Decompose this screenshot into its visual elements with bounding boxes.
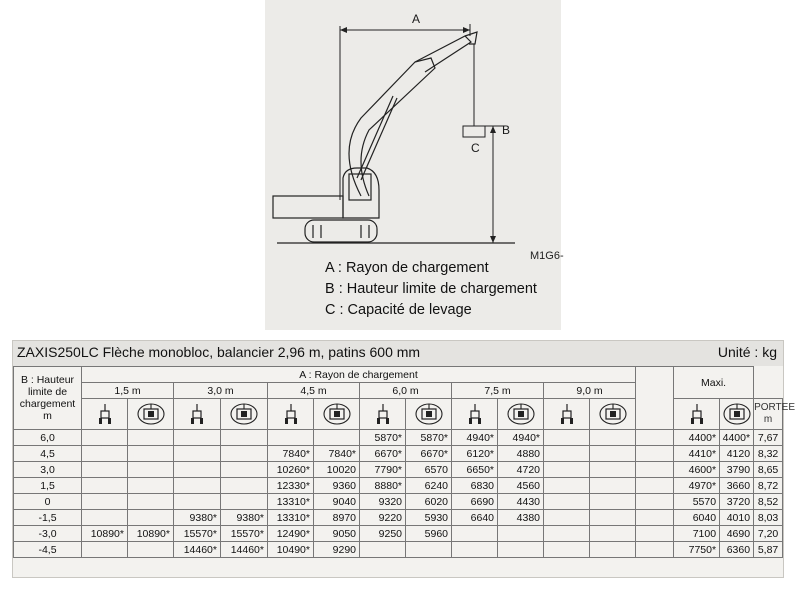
maxi-capacity-cell: 6360 xyxy=(720,542,754,558)
porte-cell: 8,03 xyxy=(754,510,783,526)
capacity-cell: 4880 xyxy=(498,446,544,462)
excavator-diagram xyxy=(265,0,564,330)
table-row xyxy=(14,526,783,542)
capacity-cell: 5870* xyxy=(360,430,406,446)
capacity-cell: 15570* xyxy=(174,526,221,542)
radius-col-header: 7,5 m xyxy=(452,383,544,399)
maxi-gap-cell xyxy=(636,510,674,526)
table-row xyxy=(14,542,783,558)
maxi-capacity-cell: 3790 xyxy=(720,462,754,478)
radius-col-header: 9,0 m xyxy=(544,383,636,399)
capacity-cell xyxy=(128,462,174,478)
capacity-cell: 6020 xyxy=(406,494,452,510)
diagram-legend xyxy=(325,258,537,321)
front-over-icon xyxy=(268,399,314,430)
capacity-cell: 4430 xyxy=(498,494,544,510)
capacity-cell xyxy=(82,494,128,510)
capacity-cell: 6830 xyxy=(452,478,498,494)
capacity-cell: 10890* xyxy=(128,526,174,542)
capacity-cell: 8880* xyxy=(360,478,406,494)
capacity-cell xyxy=(544,446,590,462)
capacity-cell xyxy=(82,542,128,558)
figure-code: M1G6- xyxy=(530,250,564,262)
height-cell: -4,5 xyxy=(14,542,82,558)
capacity-cell xyxy=(590,526,636,542)
capacity-cell xyxy=(314,430,360,446)
maxi-capacity-cell: 4600* xyxy=(674,462,720,478)
maxi-header: Maxi. xyxy=(674,367,754,399)
capacity-cell xyxy=(221,430,268,446)
front-over-icon xyxy=(174,399,221,430)
front-over-icon xyxy=(544,399,590,430)
page-margin xyxy=(0,0,265,330)
capacity-cell xyxy=(82,462,128,478)
capacity-cell: 5870* xyxy=(406,430,452,446)
capacity-cell: 6670* xyxy=(406,446,452,462)
height-cell: -3,0 xyxy=(14,526,82,542)
capacity-cell xyxy=(452,526,498,542)
capacity-cell: 9050 xyxy=(314,526,360,542)
capacity-cell: 4720 xyxy=(498,462,544,478)
front-over-icon xyxy=(360,399,406,430)
radius-col-header: 3,0 m xyxy=(174,383,268,399)
capacity-cell: 9040 xyxy=(314,494,360,510)
table-row xyxy=(14,494,783,510)
capacity-cell xyxy=(128,494,174,510)
maxi-capacity-cell: 4400* xyxy=(720,430,754,446)
over-side-360-icon xyxy=(314,399,360,430)
lifting-capacity-table xyxy=(13,366,795,558)
capacity-cell xyxy=(221,478,268,494)
radius-col-header: 6,0 m xyxy=(360,383,452,399)
over-side-360-icon xyxy=(590,399,636,430)
legend-item: C : Capacité de levage xyxy=(325,302,472,318)
height-cell: 6,0 xyxy=(14,430,82,446)
capacity-cell: 9290 xyxy=(314,542,360,558)
maxi-gap xyxy=(636,367,674,399)
label-c: C xyxy=(471,141,480,155)
over-side-360-icon xyxy=(498,399,544,430)
height-cell: 4,5 xyxy=(14,446,82,462)
capacity-cell xyxy=(544,494,590,510)
capacity-cell: 9360 xyxy=(314,478,360,494)
capacity-cell xyxy=(590,542,636,558)
front-over-icon xyxy=(674,399,720,430)
capacity-cell xyxy=(544,526,590,542)
table-row xyxy=(14,478,783,494)
capacity-cell: 6670* xyxy=(360,446,406,462)
capacity-cell: 6650* xyxy=(452,462,498,478)
maxi-capacity-cell: 4010 xyxy=(720,510,754,526)
capacity-cell: 7840* xyxy=(268,446,314,462)
capacity-cell: 10020 xyxy=(314,462,360,478)
capacity-cell: 5930 xyxy=(406,510,452,526)
label-b: B xyxy=(502,123,511,137)
capacity-cell: 13310* xyxy=(268,494,314,510)
capacity-cell xyxy=(590,446,636,462)
front-over-icon xyxy=(452,399,498,430)
capacity-cell: 4940* xyxy=(452,430,498,446)
maxi-gap-cell xyxy=(636,478,674,494)
porte-cell: 5,87 xyxy=(754,542,783,558)
capacity-cell: 6690 xyxy=(452,494,498,510)
capacity-cell xyxy=(590,478,636,494)
porte-cell: 7,20 xyxy=(754,526,783,542)
table-title-bar xyxy=(13,341,783,366)
over-side-360-icon xyxy=(221,399,268,430)
capacity-cell: 7790* xyxy=(360,462,406,478)
porte-header: PORTEE m xyxy=(754,399,783,430)
capacity-cell xyxy=(498,526,544,542)
capacity-cell xyxy=(174,430,221,446)
maxi-gap-cell xyxy=(636,446,674,462)
capacity-cell: 6120* xyxy=(452,446,498,462)
capacity-cell xyxy=(452,542,498,558)
legend-item: B : Hauteur limite de chargement xyxy=(325,281,537,297)
capacity-cell xyxy=(590,462,636,478)
capacity-cell xyxy=(82,510,128,526)
over-side-360-icon xyxy=(128,399,174,430)
capacity-cell: 10890* xyxy=(82,526,128,542)
front-over-icon xyxy=(82,399,128,430)
capacity-cell xyxy=(590,430,636,446)
height-cell: -1,5 xyxy=(14,510,82,526)
legend-item: A : Rayon de chargement xyxy=(325,260,489,276)
maxi-capacity-cell: 7750* xyxy=(674,542,720,558)
capacity-cell xyxy=(82,446,128,462)
capacity-cell: 6570 xyxy=(406,462,452,478)
maxi-capacity-cell: 4400* xyxy=(674,430,720,446)
maxi-capacity-cell: 4120 xyxy=(720,446,754,462)
capacity-cell xyxy=(544,462,590,478)
capacity-cell: 5960 xyxy=(406,526,452,542)
maxi-gap-cell xyxy=(636,542,674,558)
maxi-gap-cell xyxy=(636,526,674,542)
capacity-cell xyxy=(221,494,268,510)
capacity-cell: 10260* xyxy=(268,462,314,478)
capacity-cell: 9250 xyxy=(360,526,406,542)
table-row xyxy=(14,510,783,526)
capacity-cell: 6240 xyxy=(406,478,452,494)
maxi-capacity-cell: 3720 xyxy=(720,494,754,510)
capacity-cell: 9220 xyxy=(360,510,406,526)
capacity-cell: 13310* xyxy=(268,510,314,526)
capacity-cell: 12330* xyxy=(268,478,314,494)
capacity-cell xyxy=(221,446,268,462)
maxi-capacity-cell: 3660 xyxy=(720,478,754,494)
height-cell: 0 xyxy=(14,494,82,510)
capacity-cell: 8970 xyxy=(314,510,360,526)
height-cell: 3,0 xyxy=(14,462,82,478)
capacity-cell: 9380* xyxy=(221,510,268,526)
maxi-capacity-cell: 4410* xyxy=(674,446,720,462)
capacity-cell: 9380* xyxy=(174,510,221,526)
radius-col-header: 4,5 m xyxy=(268,383,360,399)
capacity-cell: 6640 xyxy=(452,510,498,526)
capacity-cell xyxy=(221,462,268,478)
over-side-360-icon xyxy=(406,399,452,430)
capacity-cell xyxy=(590,494,636,510)
capacity-cell: 14460* xyxy=(174,542,221,558)
capacity-cell xyxy=(174,462,221,478)
table-unit: Unité : kg xyxy=(717,344,777,360)
porte-cell: 8,52 xyxy=(754,494,783,510)
maxi-gap-cell xyxy=(636,462,674,478)
maxi-capacity-cell: 4970* xyxy=(674,478,720,494)
capacity-cell xyxy=(268,430,314,446)
porte-cell: 8,72 xyxy=(754,478,783,494)
capacity-cell xyxy=(174,478,221,494)
capacity-cell: 15570* xyxy=(221,526,268,542)
capacity-cell: 4560 xyxy=(498,478,544,494)
capacity-cell: 12490* xyxy=(268,526,314,542)
capacity-cell xyxy=(544,542,590,558)
capacity-cell xyxy=(82,430,128,446)
capacity-cell: 4380 xyxy=(498,510,544,526)
lifting-capacity-table-section xyxy=(12,340,795,578)
capacity-cell xyxy=(82,478,128,494)
capacity-cell: 10490* xyxy=(268,542,314,558)
porte-cell: 8,32 xyxy=(754,446,783,462)
maxi-gap-cell xyxy=(636,494,674,510)
capacity-cell: 4940* xyxy=(498,430,544,446)
table-title: ZAXIS250LC Flèche monobloc, balancier 2,96 m, patins 600 mm xyxy=(17,344,421,360)
capacity-cell xyxy=(498,542,544,558)
capacity-cell xyxy=(128,478,174,494)
table-row xyxy=(14,446,783,462)
maxi-gap-cell xyxy=(636,430,674,446)
maxi-capacity-cell: 6040 xyxy=(674,510,720,526)
capacity-cell: 14460* xyxy=(221,542,268,558)
capacity-cell xyxy=(128,446,174,462)
radius-header: A : Rayon de chargement xyxy=(82,367,636,383)
capacity-cell xyxy=(128,542,174,558)
maxi-capacity-cell: 5570 xyxy=(674,494,720,510)
capacity-cell xyxy=(128,510,174,526)
radius-col-header: 1,5 m xyxy=(82,383,174,399)
capacity-cell xyxy=(544,478,590,494)
over-side-360-icon xyxy=(720,399,754,430)
capacity-cell xyxy=(128,430,174,446)
capacity-cell xyxy=(544,510,590,526)
height-header xyxy=(14,367,82,430)
table-row xyxy=(14,430,783,446)
porte-cell: 7,67 xyxy=(754,430,783,446)
maxi-capacity-cell: 4690 xyxy=(720,526,754,542)
capacity-cell xyxy=(360,542,406,558)
capacity-cell: 9320 xyxy=(360,494,406,510)
capacity-cell: 7840* xyxy=(314,446,360,462)
porte-cell: 8,65 xyxy=(754,462,783,478)
capacity-cell xyxy=(406,542,452,558)
capacity-cell xyxy=(174,494,221,510)
label-a: A xyxy=(412,12,421,26)
capacity-cell xyxy=(174,446,221,462)
table-row xyxy=(14,462,783,478)
maxi-capacity-cell: 7100 xyxy=(674,526,720,542)
capacity-cell xyxy=(590,510,636,526)
capacity-cell xyxy=(544,430,590,446)
height-header-label: B : Hauteur limite de chargement m xyxy=(19,374,76,422)
height-cell: 1,5 xyxy=(14,478,82,494)
maxi-gap-cell xyxy=(636,399,674,430)
